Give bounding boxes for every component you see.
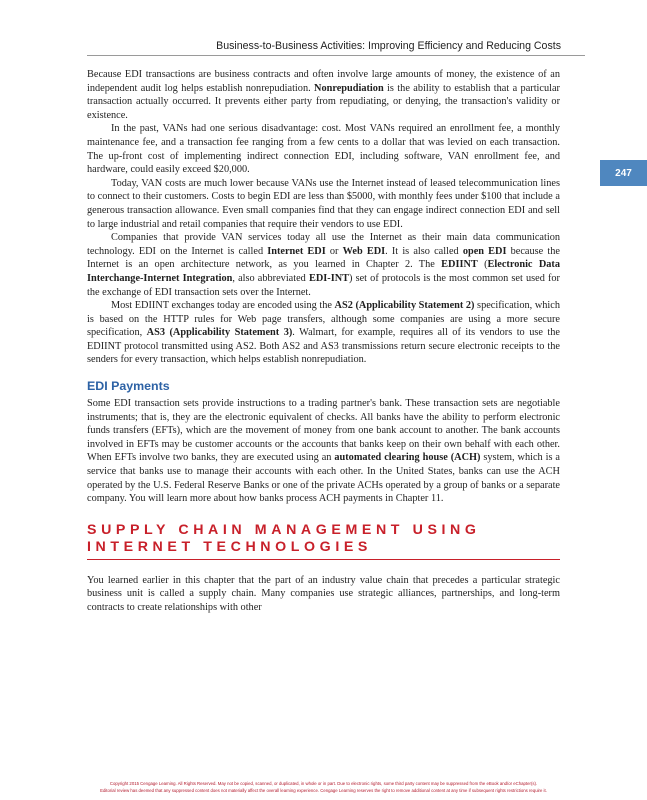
key-term: EDIINT <box>441 259 478 271</box>
key-term: automated clearing house (ACH) <box>334 452 481 464</box>
copyright-line-2: Editorial review has deemed that any suppressed content does not materially affect the overall learning experience. Cengage Learning reserves the right to remove additional content at any time if subsequent rights restrictions require it. <box>100 788 547 793</box>
body-text <box>87 68 560 615</box>
key-term: Internet EDI <box>267 245 326 257</box>
major-heading-line-2: INTERNET TECHNOLOGIES <box>87 538 372 555</box>
key-term: Nonrepudiation <box>314 82 384 94</box>
paragraph-supply-chain: You learned earlier in this chapter that the part of an industry value chain that precedes a particular strategic business unit is called a supply chain. Many companies use strategic alliances, partnerships, and long-term contracts to create relationships with other <box>87 574 560 613</box>
paragraph-nonrepudiation: Because EDI transactions are business contracts and often involve large amounts of money, the existence of an independent audit log helps establish nonrepudiation. Nonrepudiation is the ability to establish that a particular transaction actually occurred. It prevents either party from repudiating, or denying, the transaction's validity or existence. <box>87 69 560 121</box>
copyright-line-1: Copyright 2015 Cengage Learning. All Rights Reserved. May not be copied, scanned, or duplicated, in whole or in part. Due to electronic rights, some third party content may be suppressed from the eBook and/or eChapter(s). <box>109 781 538 786</box>
major-heading-line-1: SUPPLY CHAIN MANAGEMENT USING <box>87 521 481 538</box>
paragraph-as2-as3: Most EDIINT exchanges today are encoded using the AS2 (Applicability Statement 2) specification, which is based on the HTTP rules for Web page transfers, although some companies are using a more secure specification, AS3 (Applicability Statement 3). Walmart, for example, requires all of its vendors to use the EDIINT protocol transmitted using AS2. Both AS2 and AS3 transmissions return secure electronic receipts to the senders for every transaction, which helps establish nonrepudiation. <box>87 300 560 366</box>
paragraph-edi-payments: Some EDI transaction sets provide instructions to a trading partner's bank. These transaction sets are negotiable instruments; that is, they are the electronic equivalent of checks. All banks have the ability to perform electronic funds transfers (EFTs), which are the movement of money from one bank account to another. The bank accounts involved in EFTs may be customer accounts or the accounts that banks keep on their own behalf with each other. When EFTs involve two banks, they are executed using an automated clearing house (ACH) system, which is a service that banks use to manage their accounts with each other. In the United States, banks can use the ACH operated by the U.S. Federal Reserve Banks or one of the private ACHs operated by a group of banks or a separate company. You will learn more about how banks process ACH payments in Chapter 11. <box>87 398 560 505</box>
running-head: Business-to-Business Activities: Improving Efficiency and Reducing Costs <box>216 40 561 52</box>
key-term: Electronic Data Interchange-Internet Integration <box>87 259 560 284</box>
paragraph-internet-edi: Companies that provide VAN services today all use the Internet as their main data communication technology. EDI on the Internet is called Internet EDI or Web EDI. It is also called open EDI because the Internet is an open architecture network, as you learned in Chapter 2. The EDIINT (Electronic Data Interchange-Internet Integration, also abbreviated EDI-INT) set of protocols is the most common set used for the exchange of EDI transaction sets over the Internet. <box>87 232 560 298</box>
paragraph-van-today: Today, VAN costs are much lower because VANs use the Internet instead of leased telecommunication lines to connect to their customers. Costs to begin EDI are less than $5000, with monthly fees under $100 that include a generous transaction allowance. Even small companies find that they can engage indirect connection EDI and sell to large industrial and retail companies that require their vendors to use EDI. <box>87 177 560 230</box>
key-term: Web EDI <box>342 245 386 257</box>
header-rule <box>87 55 585 56</box>
key-term: EDI-INT <box>308 272 350 284</box>
page-number-tab: 247 <box>600 160 647 186</box>
key-term: AS2 (Applicability Statement 2) <box>334 300 475 312</box>
section-heading-edi-payments: EDI Payments <box>87 379 170 394</box>
copyright-footer <box>0 780 647 794</box>
key-term: AS3 (Applicability Statement 3) <box>146 327 293 339</box>
key-term: open EDI <box>462 245 507 257</box>
major-heading-supply-chain <box>87 522 560 560</box>
paragraph-van-cost: In the past, VANs had one serious disadvantage: cost. Most VANs required an enrollment fee, a monthly maintenance fee, and a transaction fee ranging from a few cents to a dollar that was levied on each transaction. The up-front cost of implementing indirect connection EDI, including software, VAN enrollment fee, and hardware, could easily exceed $20,000. <box>87 123 560 176</box>
